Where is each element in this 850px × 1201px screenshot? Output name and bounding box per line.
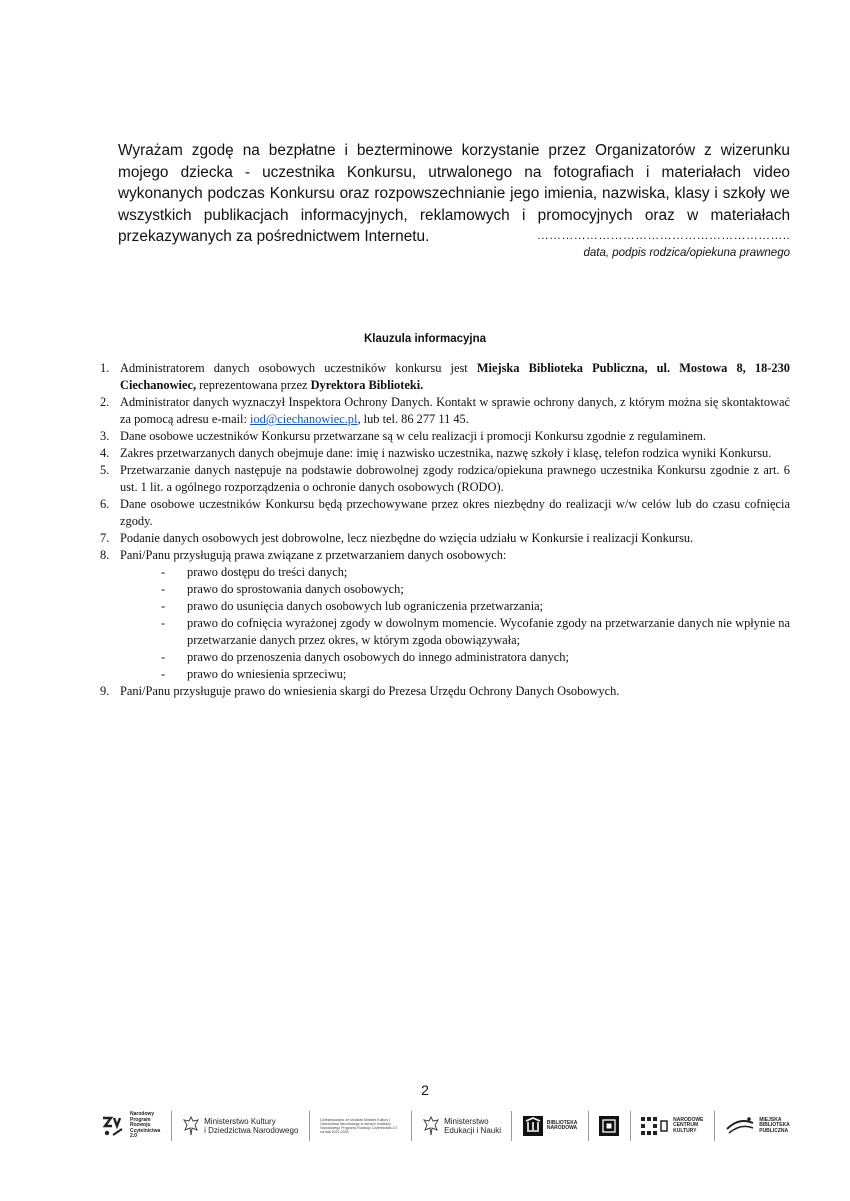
clause-item-3: 3. Dane osobowe uczestników Konkursu przetwarzane są w celu realizacji i promocji Konkursu zgodnie z regulaminem. (100, 429, 706, 443)
divider (171, 1111, 172, 1141)
divider (309, 1111, 310, 1141)
representative: Dyrektora Biblioteki. (310, 378, 424, 392)
eagle-emblem-icon (422, 1115, 440, 1137)
square-mark-icon (599, 1116, 619, 1136)
divider (630, 1111, 631, 1141)
right-item: - prawo do usunięcia danych osobowych lub ograniczenia przetwarzania; (161, 599, 544, 613)
mkidn-logo: Ministerstwo Kultury i Dziedzictwa Narodowego (182, 1115, 298, 1137)
right-item: - prawo do cofnięcia wyrażonej zgody w dowolnym momencie. Wycofanie zgody na przetwarzanie danych nie wpłynie na przetwarzanie danych przez okres, w którym zgoda obowiązywała; (161, 616, 790, 647)
mbp-logo: MIEJSKA BIBLIOTEKA PUBLICZNA (725, 1115, 790, 1137)
divider (714, 1111, 715, 1141)
right-item: - prawo dostępu do treści danych; (161, 565, 348, 579)
clause-item-7: 7. Podanie danych osobowych jest dobrowolne, lecz niezbędne do wzięcia udziału w Konkursie i realizacji Konkursu. (100, 531, 694, 545)
clause-item-9: 9. Pani/Panu przysługuje prawo do wniesienia skargi do Prezesa Urzędu Ochrony Danych Osobowych. (100, 684, 620, 698)
nprc-logo: Narodowy Program Rozwoju Czytelnictwa 2.0 (100, 1112, 160, 1140)
right-item: - prawo do wniesienia sprzeciwu; (161, 667, 347, 681)
right-item: - prawo do sprostowania danych osobowych; (161, 582, 404, 596)
iod-email-link[interactable]: iod@ciechanowiec.pl (250, 412, 358, 426)
clause-item-6: 6. Dane osobowe uczestników Konkursu będą przechowywane przez okres niezbędny do realizacji w/w celów lub do czasu cofnięcia zgody. (100, 497, 790, 528)
clause-item-5: 5. Przetwarzanie danych następuje na podstawie dobrowolnej zgody rodzica/opiekuna prawnego uczestnika Konkursu zgodnie z art. 6 ust. 1 lit. a ogólnego rozporządzenia o ochronie danych osobowych (RODO). (100, 463, 790, 494)
mbp-swirl-icon (725, 1115, 755, 1137)
signature-line: …………………………………………………….. (536, 228, 790, 242)
biblioteka-narodowa-icon (523, 1116, 543, 1136)
divider (588, 1111, 589, 1141)
nck-grid-icon (641, 1117, 669, 1135)
nprc-emblem-icon (100, 1114, 126, 1138)
clause-item-4: 4. Zakres przetwarzanych danych obejmuje dane: imię i nazwisko uczestnika, nazwę szkoły i klasę, telefon rodzica wyniki Konkursu. (100, 446, 772, 460)
funding-note: Dofinansowano ze środków Ministra Kultury i Dziedzictwa Narodowego w ramach realizacji Narodowego Programu Rozwoju Czytelnictwa 2.0 na lata 2021-2025 (320, 1118, 398, 1134)
consent-paragraph: Wyrażam zgodę na bezpłatne i bezterminowe korzystanie przez Organizatorów z wizerunku mojego dziecka - uczestnika Konkursu, utrwalonego na fotografiach i materiałach video wykonanych podczas Konkursu oraz rozpowszechnianie jego imienia, nazwiska, klasy i szkoły we wszystkich publikacjach informacyjnych, reklamowych i promocyjnych oraz w materiałach przekazywanych za pośrednictwem Internetu. (118, 142, 790, 245)
signature-caption: data, podpis rodzica/opiekuna prawnego (583, 247, 790, 259)
divider (511, 1111, 512, 1141)
right-item: - prawo do przenoszenia danych osobowych do innego administratora danych; (161, 650, 569, 664)
square-logo (599, 1116, 619, 1136)
clause-item-1: 1. Administratorem danych osobowych uczestników konkursu jest Miejska Biblioteka Publiczna, ul. Mostowa 8, 18-230 Ciechanowiec, reprezentowana przez Dyrektora Biblioteki. (100, 361, 790, 392)
clause-item-2: 2. Administrator danych wyznaczył Inspektora Ochrony Danych. Kontakt w sprawie ochrony danych, z którym można się skontaktować za pomocą adresu e-mail: iod@ciechanowiec.pl, lub tel. 86 277 11 45. (100, 395, 790, 426)
eagle-emblem-icon (182, 1115, 200, 1137)
clause-list (100, 360, 790, 700)
bn-logo: BIBLIOTEKA NARODOWA (523, 1116, 578, 1136)
rights-list (100, 564, 790, 683)
divider (411, 1111, 412, 1141)
clause-title: Klauzula informacyjna (363, 333, 487, 345)
page-number: 2 (421, 1082, 429, 1098)
administrator-name: Miejska Biblioteka Publiczna, ul. Mostowa 8, 18-230 Ciechanowiec, (120, 361, 790, 392)
clause-item-8: 8. Pani/Panu przysługują prawa związane z przetwarzaniem danych osobowych: (100, 548, 507, 562)
nck-logo: NARODOWE CENTRUM KULTURY (641, 1117, 703, 1135)
men-logo: Ministerstwo Edukacji i Nauki (422, 1115, 501, 1137)
footer-logos (100, 1108, 790, 1144)
